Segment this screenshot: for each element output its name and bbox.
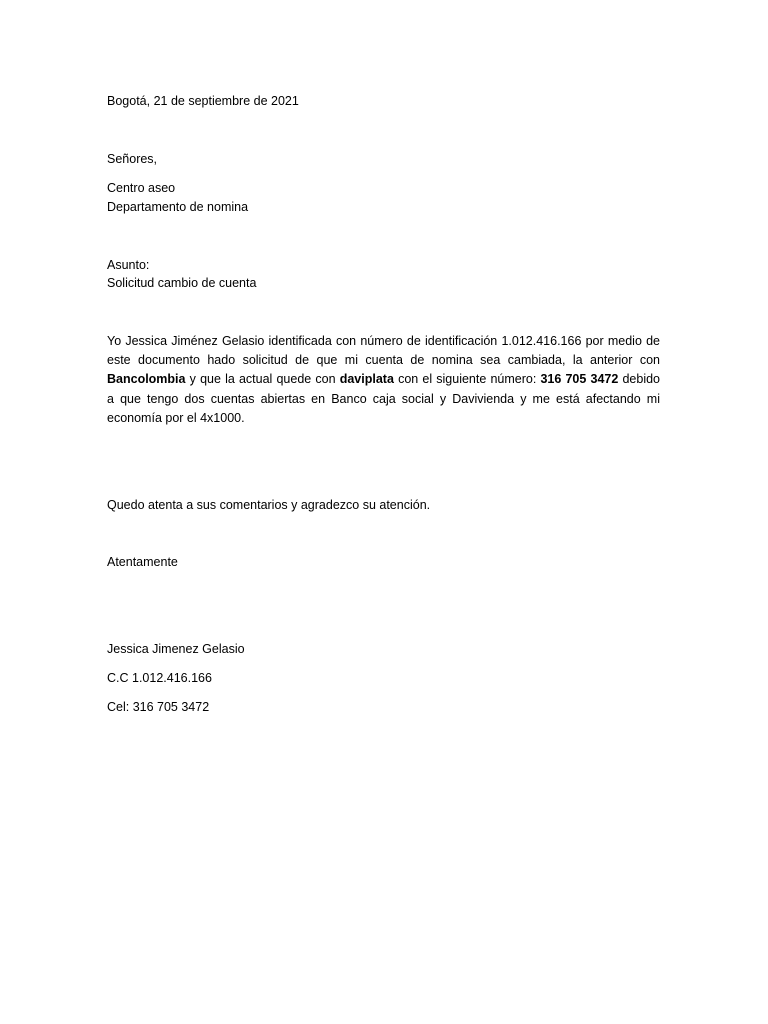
letter-body xyxy=(107,332,660,428)
place-date: Bogotá, 21 de septiembre de 2021 xyxy=(107,94,299,108)
body-text-1: Yo Jessica Jiménez Gelasio identificada con número de identificación 1.012.416.166 por medio de este documento hado solicitud de que mi cuenta de nomina sea cambiada, la anterior con xyxy=(107,334,660,368)
new-bank-name: daviplata xyxy=(339,372,394,387)
subject-label: Asunto: xyxy=(107,258,150,272)
subject-text: Solicitud cambio de cuenta xyxy=(107,276,257,290)
recipient-department: Departamento de nomina xyxy=(107,200,249,214)
signer-id: C.C 1.012.416.166 xyxy=(107,671,212,685)
body-text-3: con el siguiente número: xyxy=(393,372,541,387)
body-text-2: y que la actual quede con xyxy=(185,372,340,387)
signer-name: Jessica Jimenez Gelasio xyxy=(107,642,245,656)
body-text-4: debido a que tengo dos cuentas abiertas en Banco caja social y Davivienda y me está afectando mi economía por el 4x1000. xyxy=(107,372,661,425)
phone-number-bold: 316 705 3472 xyxy=(540,372,619,387)
signer-phone: Cel: 316 705 3472 xyxy=(107,700,210,714)
recipient-company: Centro aseo xyxy=(107,181,176,195)
closing: Atentamente xyxy=(107,555,178,569)
salutation: Señores, xyxy=(107,152,158,166)
old-bank-name: Bancolombia xyxy=(107,372,186,387)
closing-note: Quedo atenta a sus comentarios y agradezco su atención. xyxy=(107,498,431,512)
